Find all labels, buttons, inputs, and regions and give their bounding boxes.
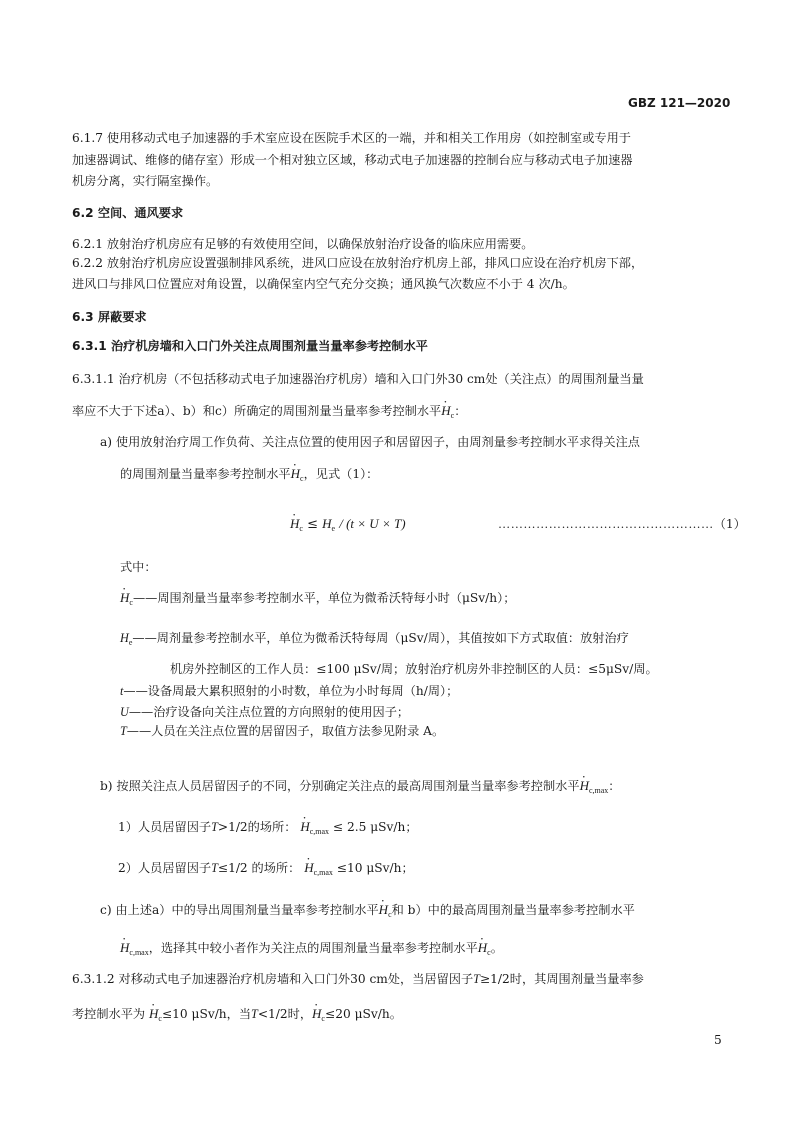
clause-6-3-1-1-line1: 6.3.1.1 治疗机房（不包括移动式电子加速器治疗机房）墙和入口门外30 cm处（关注点）的周围剂量当量: [72, 372, 644, 386]
clause-6-1-7-line2: 加速器调试、维修的储存室）形成一个相对独立区域，移动式电子加速器的控制台应与移动式电子加速器: [72, 153, 633, 167]
clause-6-2-2-line2: 进风口与排风口位置应对角设置，以确保室内空气充分交换；通风换气次数应不小于 4 次/h。: [72, 277, 575, 291]
item-c-line2: · $H_{c,max}$，选择其中较小者作为关注点的周围剂量当量率参考控制水平· $H_c$。: [120, 938, 503, 963]
section-6-2-heading: 6.2 空间、通风要求: [72, 206, 184, 220]
def-hc: · $H_c——$周围剂量当量率参考控制水平，单位为微希沃特每小时（μSv/h）；: [120, 588, 515, 613]
def-u: U——治疗设备向关注点位置的方向照射的使用因子；: [120, 705, 410, 719]
where-label: 式中：: [120, 560, 157, 574]
def-he-line2: 机房外控制区的工作人员：≤100 μSv/周；放射治疗机房外非控制区的人员：≤5μSv/周。: [170, 662, 658, 676]
clause-6-1-7-line3: 机房分离，实行隔室操作。: [72, 174, 219, 188]
h-dot-symbol: · $H_c$: [441, 401, 454, 426]
clause-6-1-7-line1: 6.1.7 使用移动式电子加速器的手术室应设在医院手术区的一端，并和相关工作用房（如控制室或专用于: [72, 131, 631, 145]
item-a-line1: a) 使用放射治疗周工作负荷、关注点位置的使用因子和居留因子，由周剂量参考控制水平求得关注点: [100, 435, 640, 449]
clause-6-3-1-2-line2: 考控制水平为 · $H_c\le 10$ μSv/h，当T<1/2时，· $H_c\le 20$ μSv/h。: [72, 1004, 402, 1029]
item-c-line1: c) 由上述a）中的导出周围剂量当量率参考控制水平· $H_c$和 b）中的最高周围剂量当量率参考控制水平: [100, 900, 635, 925]
def-T: T——人员在关注点位置的居留因子，取值方法参见附录 A。: [120, 724, 445, 738]
clause-6-2-2-line1: 6.2.2 放射治疗机房应设置强制排风系统，进风口应设在放射治疗机房上部，排风口应设在治疗机房下部，: [72, 256, 644, 270]
def-he-line1: $H_e——$周剂量参考控制水平，单位为微希沃特每周（μSv/周），其值按如下方式取值：放射治疗: [120, 631, 629, 647]
item-a-line2: 的周围剂量当量率参考控制水平· $H_c$，见式（1）：: [120, 464, 378, 489]
clause-6-3-1-heading: 6.3.1 治疗机房墙和入口门外关注点周围剂量当量率参考控制水平: [72, 339, 428, 353]
item-b-line1: b) 按照关注点人员居留因子的不同，分别确定关注点的最高周围剂量当量率参考控制水平· $H_{c,max}$：: [100, 776, 620, 801]
formula-1: · $H_c \le H_e / (t \times U \times T)$: [290, 514, 406, 539]
section-6-3-heading: 6.3 屏蔽要求: [72, 310, 147, 324]
clause-6-2-1: 6.2.1 放射治疗机房应有足够的有效使用空间，以确保放射治疗设备的临床应用需要。: [72, 237, 534, 251]
document-id: GBZ 121—2020: [628, 96, 731, 110]
def-t: t——设备周最大累积照射的小时数，单位为小时每周（h/周）；: [120, 684, 459, 698]
formula-leader: ……………………………………………（1）: [498, 517, 746, 531]
h-dot-symbol: · $H_c$: [291, 464, 304, 489]
clause-6-3-1-2-line1: 6.3.1.2 对移动式电子加速器治疗机房墙和入口门外30 cm处，当居留因子T≥1/2时，其周围剂量当量率参: [72, 972, 644, 986]
item-b-sub2: 2）人员居留因子T≤1/2 的场所： · $H_{c,max} \le 10$ μSv/h；: [118, 858, 414, 883]
item-b-sub1: 1）人员居留因子T>1/2的场所： · $H_{c,max} \le 2.5$ μSv/h；: [118, 817, 418, 842]
page-number: 5: [714, 1033, 722, 1047]
clause-6-3-1-1-line2: 率应不大于下述a）、b）和c）所确定的周围剂量当量率参考控制水平· $H_c$：: [72, 401, 466, 426]
